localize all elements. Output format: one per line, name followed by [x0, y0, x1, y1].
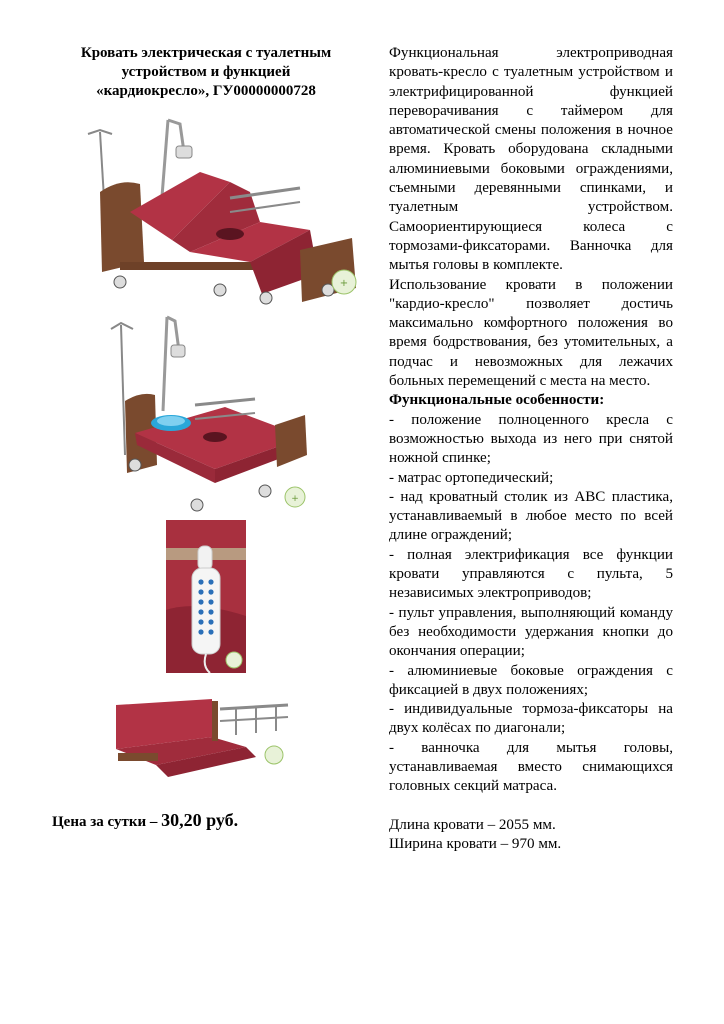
spacer: [389, 797, 673, 816]
side-rail-illustration: [116, 691, 295, 778]
title-line-1: Кровать электрическая с туалетным: [80, 45, 332, 61]
title-line-2: устройством и функцией: [121, 64, 291, 80]
remote-control-photo: [166, 520, 246, 673]
bed-basin-illustration: [105, 315, 317, 525]
svg-text:+: +: [339, 278, 349, 289]
feature-item: - ванночка для мытья головы, устанавливаемая вместо снимающихся головных секций матраса.: [389, 739, 673, 795]
svg-text:+: +: [291, 494, 299, 504]
bed-width: Ширина кровати – 970 мм.: [389, 835, 562, 852]
left-column: [46, 44, 366, 101]
side-rail-photo: [116, 691, 295, 778]
feature-item: - над кроватный столик из АВС пластика, устанавливаемый в любое место по всей длине ограждений;: [389, 488, 673, 544]
features-heading: Функциональные особенности:: [389, 392, 605, 409]
feature-item: - пульт управления, выполняющий команду без необходимости удержания кнопки до окончания операции;: [389, 604, 673, 660]
bed-chair-illustration: [80, 112, 370, 308]
price-amount: 30,20 руб.: [161, 810, 239, 830]
title-line-3: «кардиокресло», ГУ00000000728: [96, 83, 316, 99]
bed-basin-photo: [105, 315, 317, 525]
description-intro: Функциональная электроприводная кровать-кресло с туалетным устройством и электрифицированной функцией переворачивания с таймером для автоматической смены положения в ночное время. Кровать оборудована складными алюминиевыми боковыми ограждениями, съемными деревянными спинками, и туалетным устройством. Самоориентирующиеся колеса с тормозами-фиксаторами. Ванночка для мытья головы в комплекте.: [389, 45, 673, 274]
feature-item: - алюминиевые боковые ограждения с фиксацией в двух положениях;: [389, 662, 673, 698]
description-usage: Использование кровати в положении "кардио-кресло" позволяет достичь максимально комфортного положения во время бодрствования, без утомительных, а подчас и невозможных для лежачих больных перемещений с места на место.: [389, 276, 673, 390]
feature-item: - матрас ортопедический;: [389, 469, 554, 486]
bed-length: Длина кровати – 2055 мм.: [389, 816, 556, 833]
rental-price: [52, 810, 238, 831]
feature-item: - полная электрификация все функции кровати управляются с пульта, 5 независимых электроприводов;: [389, 546, 673, 602]
product-title: [46, 44, 366, 101]
bed-chair-photo: [80, 112, 370, 308]
description-column: [389, 44, 673, 854]
remote-control-illustration: [166, 520, 246, 673]
feature-item: - положение полноценного кресла с возможностью выхода из него при снятой ножной спинке;: [389, 411, 673, 467]
price-label: Цена за сутки –: [52, 814, 158, 830]
feature-item: - индивидуальные тормоза-фиксаторы на двух колёсах по диагонали;: [389, 701, 673, 737]
